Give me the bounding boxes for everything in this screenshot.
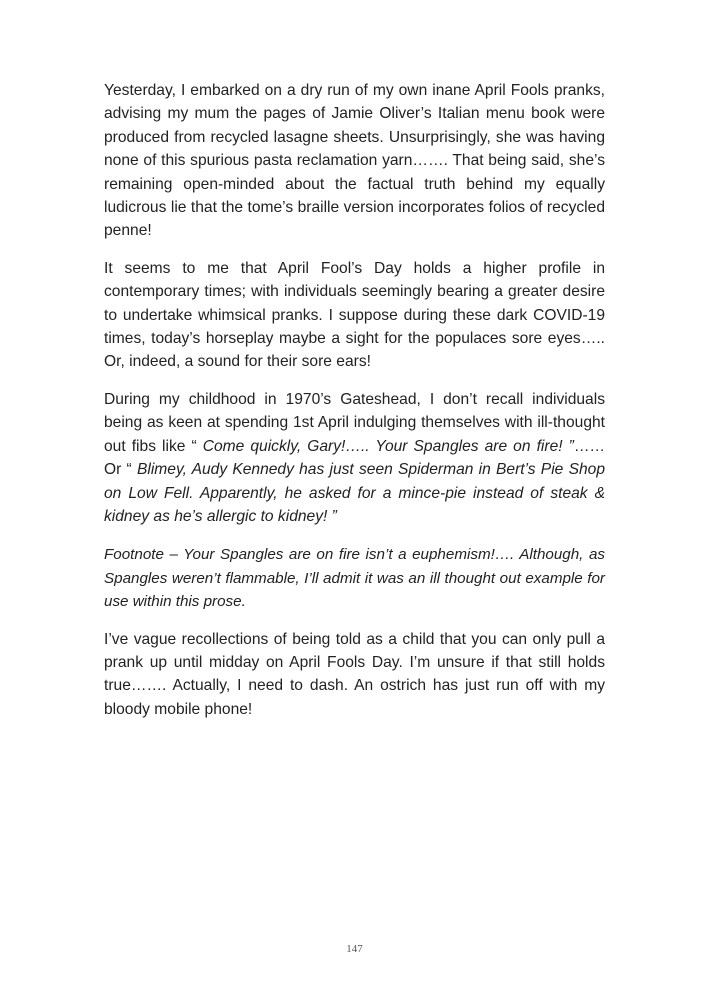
paragraph-1: Yesterday, I embarked on a dry run of my own inane April Fools pranks, advising my mum the pages of Jamie Oliver’s Italian menu book were produced from recycled lasagne sheets. Unsurprisingly, she was having none of this spurious pasta reclamation yarn……. That being said, she’s remaining open-minded about the factual truth behind my equally ludicrous lie that the tome’s braille version incorporates folios of recycled penne! (104, 82, 605, 240)
paragraph-2: It seems to me that April Fool’s Day holds a higher profile in contemporary times; with individuals seemingly bearing a greater desire to undertake whimsical pranks. I suppose during these dark COVID-19 times, today’s horseplay maybe a sight for the populaces sore eyes….. Or, indeed, a sound for their sore ears! (104, 259, 605, 371)
body-text (104, 79, 605, 735)
page-number: 147 (346, 943, 363, 955)
paragraph-3-middle: …… Or “ (104, 437, 605, 479)
paragraph-5: I’ve vague recollections of being told as a child that you can only pull a prank up until midday on April Fools Day. I’m unsure if that still holds true……. Actually, I need to dash. An ostrich has just run off with my bloody mobile phone! (104, 630, 605, 718)
footnote: Footnote – Your Spangles are on fire isn’t a euphemism!…. Although, as Spangles weren’t flammable, I’ll admit it was an ill thought out example for use within this prose. (104, 546, 605, 611)
paragraph-3-quote-2: Blimey, Audy Kennedy has just seen Spiderman in Bert’s Pie Shop on Low Fell. Apparently, he asked for a mince-pie instead of steak & kidney as he’s allergic to kidney! ” (104, 461, 605, 525)
paragraph-3-intro: During my childhood in 1970’s Gateshead, I don’t recall individuals being as keen at spending 1st April indulging themselves with ill-thought out fibs like “ (104, 390, 605, 455)
paragraph-3-quote-1: Come quickly, Gary!….. Your Spangles are on fire! ” (196, 437, 574, 455)
paragraph-3 (104, 388, 605, 528)
